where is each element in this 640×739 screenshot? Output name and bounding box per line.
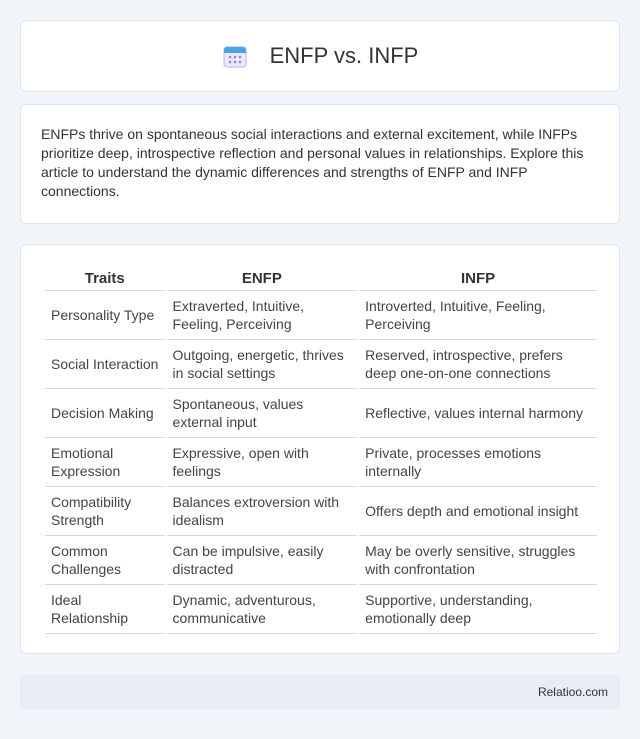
title-card — [20, 20, 620, 92]
table-row — [45, 487, 597, 536]
enfp-cell: Balances extroversion with idealism — [167, 487, 358, 536]
trait-cell: Personality Type — [45, 291, 165, 340]
trait-cell: Social Interaction — [45, 340, 165, 389]
table-row — [45, 585, 597, 634]
infp-cell: Reflective, values internal harmony — [359, 389, 597, 438]
table-row — [45, 389, 597, 438]
infp-cell: Reserved, introspective, prefers deep one-on-one connections — [359, 340, 597, 389]
infp-cell: Private, processes emotions internally — [359, 438, 597, 487]
page-title: ENFP vs. INFP — [269, 43, 419, 68]
trait-cell: Decision Making — [45, 389, 165, 438]
enfp-cell: Spontaneous, values external input — [167, 389, 358, 438]
enfp-cell: Outgoing, energetic, thrives in social settings — [167, 340, 358, 389]
footer-brand: Relatioo.com — [537, 685, 608, 699]
header-enfp: ENFP — [167, 265, 358, 291]
trait-cell: Emotional Expression — [45, 438, 165, 487]
infp-cell: Offers depth and emotional insight — [359, 487, 597, 536]
calendar-icon — [222, 43, 248, 69]
infp-cell: Introverted, Intuitive, Feeling, Perceiving — [359, 291, 597, 340]
table-row — [45, 438, 597, 487]
footer — [20, 675, 620, 709]
infp-cell: May be overly sensitive, struggles with confrontation — [359, 536, 597, 585]
comparison-table — [43, 265, 599, 634]
enfp-cell: Extraverted, Intuitive, Feeling, Perceiving — [167, 291, 358, 340]
table-row — [45, 340, 597, 389]
trait-cell: Common Challenges — [45, 536, 165, 585]
header-traits: Traits — [45, 265, 165, 291]
intro-paragraph: ENFPs thrive on spontaneous social interactions and external excitement, while INFPs prioritize deep, introspective reflection and personal values in relationships. Explore this article to understand the dynamic differences and strengths of ENFP and INFP connections. — [41, 126, 584, 199]
enfp-cell: Expressive, open with feelings — [167, 438, 358, 487]
trait-cell: Compatibility Strength — [45, 487, 165, 536]
enfp-cell: Can be impulsive, easily distracted — [167, 536, 358, 585]
table-header-row — [45, 265, 597, 291]
table-row — [45, 536, 597, 585]
intro-card — [20, 104, 620, 224]
trait-cell: Ideal Relationship — [45, 585, 165, 634]
infp-cell: Supportive, understanding, emotionally deep — [359, 585, 597, 634]
enfp-cell: Dynamic, adventurous, communicative — [167, 585, 358, 634]
header-infp: INFP — [359, 265, 597, 291]
table-row — [45, 291, 597, 340]
comparison-card — [20, 244, 620, 654]
